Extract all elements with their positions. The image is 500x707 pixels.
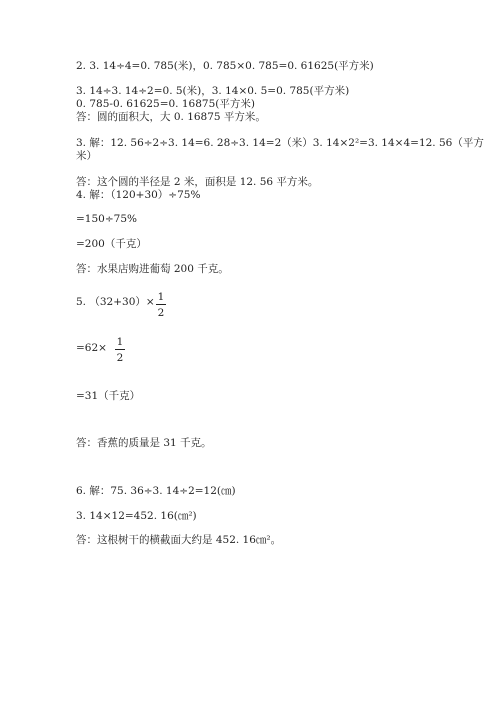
fraction-bar bbox=[115, 349, 125, 350]
q3-answer: 答：这个圆的半径是 2 米，面积是 12. 56 平方米。 bbox=[76, 176, 319, 188]
fraction-denominator: 2 bbox=[116, 352, 124, 364]
fraction-numerator: 1 bbox=[116, 336, 124, 348]
q6-answer: 答：这根树干的横截面大约是 452. 16㎝²。 bbox=[76, 534, 282, 546]
q2-line-1: 2. 3. 14÷4=0. 785(米)，0. 785×0. 785=0. 61625(平方米) bbox=[76, 60, 374, 72]
q5-line-3: =31（千克） bbox=[76, 390, 141, 402]
q3-line-1: 3. 解：12. 56÷2÷3. 14=6. 28÷3. 14=2（米）3. 14×2²=3. 14×4=12. 56（平方 bbox=[76, 137, 484, 149]
q2-line-2: 3. 14÷3. 14÷2=0. 5(米)，3. 14×0. 5=0. 785(平方米) bbox=[76, 85, 350, 97]
q4-answer: 答：水果店购进葡萄 200 千克。 bbox=[76, 263, 229, 275]
q4-line-1: 4. 解：（120+30）÷75% bbox=[76, 189, 201, 201]
q4-line-2: =150÷75% bbox=[76, 213, 137, 225]
q2-answer: 答：圆的面积大，大 0. 16875 平方米。 bbox=[76, 111, 266, 123]
q3-line-2: 米） bbox=[76, 150, 97, 162]
fraction-denominator: 2 bbox=[157, 307, 165, 319]
fraction-one-half bbox=[156, 291, 166, 319]
q6-line-1: 6. 解：75. 36÷3. 14÷2=12(㎝) bbox=[76, 485, 236, 497]
q2-line-3: 0. 785-0. 61625=0. 16875(平方米) bbox=[76, 98, 255, 110]
q5-line-1: 5. （32+30）× bbox=[76, 296, 155, 308]
fraction-bar bbox=[156, 304, 166, 305]
fraction-numerator: 1 bbox=[157, 291, 165, 303]
q5-answer: 答：香蕉的质量是 31 千克。 bbox=[76, 437, 212, 449]
q5-line-2: =62× bbox=[76, 342, 107, 354]
fraction-one-half bbox=[115, 336, 125, 364]
q4-line-3: =200（千克） bbox=[76, 238, 147, 250]
q6-line-2: 3. 14×12=452. 16(㎝²) bbox=[76, 510, 197, 522]
